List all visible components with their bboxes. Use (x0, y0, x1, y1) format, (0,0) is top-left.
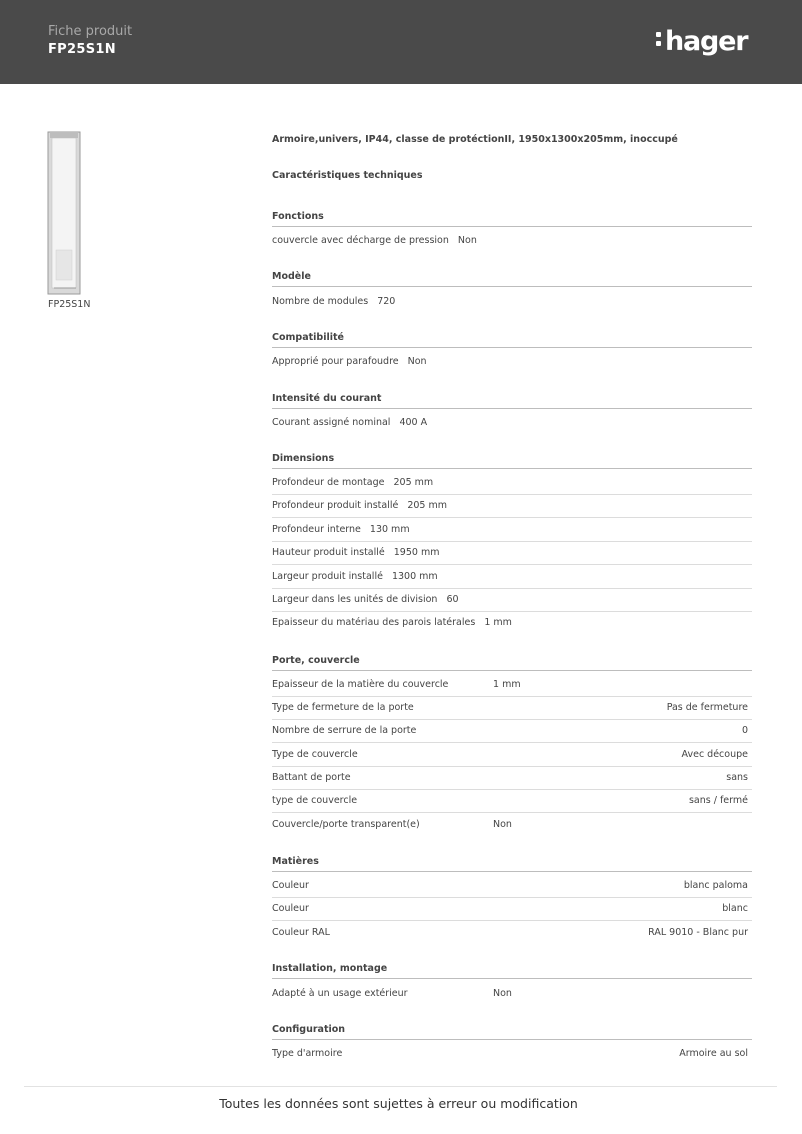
table-row: Type d'armoire Armoire au sol (272, 1048, 748, 1059)
table-row: Adapté à un usage extérieur Non (272, 988, 512, 999)
table-row: Profondeur de montage 205 mm (272, 472, 752, 495)
section-matieres-title: Matières (272, 853, 752, 872)
table-row: Largeur dans les unités de division 60 (272, 589, 752, 612)
table-row: Profondeur interne 130 mm (272, 519, 752, 542)
table-row: Epaisseur du matériau des parois latérales 1 mm (272, 617, 512, 628)
section-intensite-title: Intensité du courant (272, 390, 752, 409)
brand-logo (656, 22, 747, 62)
tech-heading: Caractéristiques techniques (272, 170, 423, 181)
table-row: Battant de porte sans (272, 767, 752, 790)
table-row: Couvercle/porte transparent(e) Non (272, 819, 512, 830)
logo-dots-icon (656, 28, 662, 48)
table-row: Couleur blanc paloma (272, 875, 752, 898)
table-row: Hauteur produit installé 1950 mm (272, 542, 752, 565)
product-image-label: FP25S1N (48, 299, 91, 310)
table-row: Nombre de modules 720 (272, 296, 396, 307)
page-header (0, 0, 802, 84)
section-compatibilite-title: Compatibilité (272, 329, 752, 348)
header-product-code: FP25S1N (48, 42, 116, 57)
table-row: Type de fermeture de la porte Pas de fermeture (272, 697, 752, 720)
table-row: Epaisseur de la matière du couvercle 1 mm (272, 674, 752, 697)
table-row: Couleur RAL RAL 9010 - Blanc pur (272, 927, 748, 938)
product-description: Armoire,univers, IP44, classe de protéctionII, 1950x1300x205mm, inoccupé (272, 134, 678, 145)
section-dimensions-title: Dimensions (272, 450, 752, 469)
table-row: type de couvercle sans / fermé (272, 790, 752, 813)
footer-divider (24, 1086, 777, 1087)
product-image (46, 130, 82, 296)
table-row: Profondeur produit installé 205 mm (272, 495, 752, 518)
table-row: Courant assigné nominal 400 A (272, 417, 428, 428)
table-row: Largeur produit installé 1300 mm (272, 566, 752, 589)
brand-name: hager (665, 26, 748, 57)
section-modele-title: Modèle (272, 268, 752, 287)
table-row: Type de couvercle Avec découpe (272, 744, 752, 767)
section-configuration-title: Configuration (272, 1021, 752, 1040)
section-fonctions-title: Fonctions (272, 208, 752, 227)
table-row: Nombre de serrure de la porte 0 (272, 720, 752, 743)
header-subtitle: Fiche produit (48, 24, 133, 39)
table-row: couvercle avec décharge de pression Non (272, 235, 477, 246)
section-installation-title: Installation, montage (272, 960, 752, 979)
table-row: Approprié pour parafoudre Non (272, 356, 427, 367)
section-porte-title: Porte, couvercle (272, 652, 752, 671)
table-row: Couleur blanc (272, 898, 752, 921)
footer-disclaimer: Toutes les données sont sujettes à erreur ou modification (219, 1096, 578, 1111)
